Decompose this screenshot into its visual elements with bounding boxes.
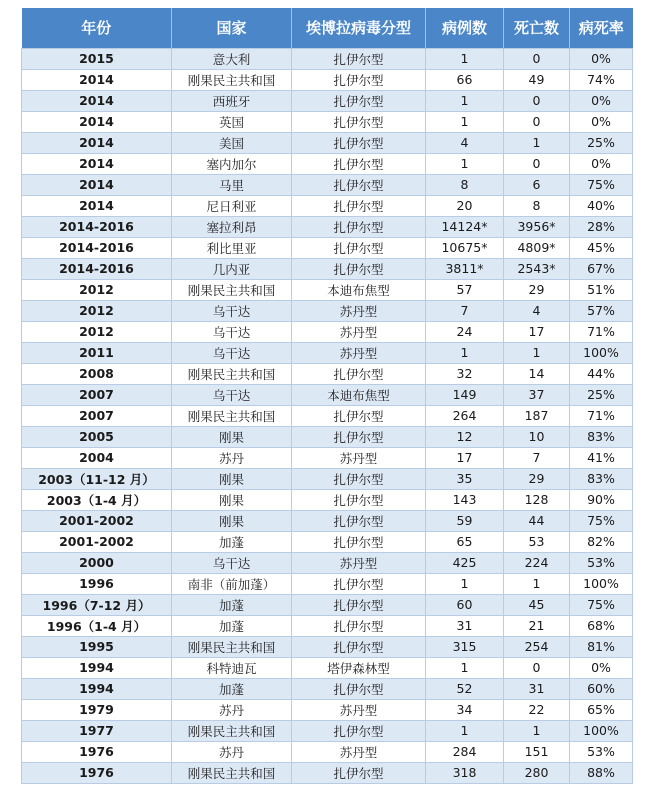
table-body (22, 48, 633, 783)
year-cell: 1996 (22, 573, 172, 594)
virus-type-cell: 扎伊尔型 (292, 153, 426, 174)
year-cell: 2014 (22, 69, 172, 90)
fatality-rate-cell: 41% (570, 447, 633, 468)
virus-type-cell: 扎伊尔型 (292, 510, 426, 531)
country-cell: 塞内加尔 (172, 153, 292, 174)
table-row (22, 258, 633, 279)
fatality-rate-cell: 75% (570, 510, 633, 531)
table-row (22, 657, 633, 678)
deaths-cell: 224 (504, 552, 570, 573)
deaths-cell: 10 (504, 426, 570, 447)
cases-cell: 17 (426, 447, 504, 468)
cases-cell: 1 (426, 657, 504, 678)
fatality-rate-cell: 28% (570, 216, 633, 237)
year-cell: 2007 (22, 384, 172, 405)
virus-type-cell: 扎伊尔型 (292, 48, 426, 69)
table-row (22, 237, 633, 258)
year-cell: 1976 (22, 741, 172, 762)
year-cell: 1995 (22, 636, 172, 657)
year-cell: 1996（1-4 月） (22, 615, 172, 636)
virus-type-cell: 扎伊尔型 (292, 636, 426, 657)
fatality-rate-cell: 44% (570, 363, 633, 384)
virus-type-cell: 苏丹型 (292, 321, 426, 342)
virus-type-cell: 塔伊森林型 (292, 657, 426, 678)
fatality-rate-cell: 0% (570, 48, 633, 69)
cases-cell: 425 (426, 552, 504, 573)
header-row (22, 8, 633, 48)
country-cell: 美国 (172, 132, 292, 153)
cases-cell: 12 (426, 426, 504, 447)
cases-cell: 3811* (426, 258, 504, 279)
table-row (22, 174, 633, 195)
year-cell: 2008 (22, 363, 172, 384)
table-row (22, 195, 633, 216)
cases-cell: 1 (426, 720, 504, 741)
country-cell: 南非（前加蓬） (172, 573, 292, 594)
deaths-cell: 29 (504, 279, 570, 300)
fatality-rate-cell: 75% (570, 594, 633, 615)
virus-type-cell: 扎伊尔型 (292, 174, 426, 195)
deaths-cell: 1 (504, 132, 570, 153)
virus-type-cell: 扎伊尔型 (292, 216, 426, 237)
deaths-cell: 0 (504, 48, 570, 69)
country-cell: 加蓬 (172, 531, 292, 552)
header-year: 年份 (22, 8, 172, 48)
deaths-cell: 151 (504, 741, 570, 762)
year-cell: 2015 (22, 48, 172, 69)
cases-cell: 10675* (426, 237, 504, 258)
virus-type-cell: 扎伊尔型 (292, 468, 426, 489)
deaths-cell: 17 (504, 321, 570, 342)
virus-type-cell: 扎伊尔型 (292, 489, 426, 510)
virus-type-cell: 苏丹型 (292, 300, 426, 321)
deaths-cell: 0 (504, 657, 570, 678)
deaths-cell: 21 (504, 615, 570, 636)
virus-type-cell: 扎伊尔型 (292, 405, 426, 426)
table-row (22, 489, 633, 510)
deaths-cell: 0 (504, 90, 570, 111)
virus-type-cell: 扎伊尔型 (292, 762, 426, 783)
cases-cell: 31 (426, 615, 504, 636)
country-cell: 西班牙 (172, 90, 292, 111)
fatality-rate-cell: 25% (570, 132, 633, 153)
country-cell: 苏丹 (172, 447, 292, 468)
table-row (22, 510, 633, 531)
fatality-rate-cell: 75% (570, 174, 633, 195)
fatality-rate-cell: 40% (570, 195, 633, 216)
country-cell: 乌干达 (172, 321, 292, 342)
fatality-rate-cell: 81% (570, 636, 633, 657)
cases-cell: 14124* (426, 216, 504, 237)
year-cell: 1994 (22, 678, 172, 699)
fatality-rate-cell: 60% (570, 678, 633, 699)
fatality-rate-cell: 0% (570, 90, 633, 111)
table-row (22, 636, 633, 657)
table-row (22, 384, 633, 405)
fatality-rate-cell: 68% (570, 615, 633, 636)
header-deaths: 死亡数 (504, 8, 570, 48)
cases-cell: 1 (426, 153, 504, 174)
ebola-outbreak-table (21, 8, 633, 784)
table-row (22, 216, 633, 237)
year-cell: 2014-2016 (22, 237, 172, 258)
virus-type-cell: 本迪布焦型 (292, 279, 426, 300)
year-cell: 2014-2016 (22, 216, 172, 237)
cases-cell: 59 (426, 510, 504, 531)
fatality-rate-cell: 71% (570, 405, 633, 426)
header-virus-type: 埃博拉病毒分型 (292, 8, 426, 48)
fatality-rate-cell: 53% (570, 741, 633, 762)
year-cell: 1976 (22, 762, 172, 783)
table-row (22, 594, 633, 615)
deaths-cell: 31 (504, 678, 570, 699)
table-row (22, 741, 633, 762)
table-row (22, 615, 633, 636)
country-cell: 刚果 (172, 489, 292, 510)
year-cell: 2012 (22, 300, 172, 321)
table-row (22, 48, 633, 69)
deaths-cell: 44 (504, 510, 570, 531)
virus-type-cell: 扎伊尔型 (292, 258, 426, 279)
deaths-cell: 49 (504, 69, 570, 90)
year-cell: 1996（7-12 月） (22, 594, 172, 615)
year-cell: 2007 (22, 405, 172, 426)
deaths-cell: 1 (504, 720, 570, 741)
virus-type-cell: 扎伊尔型 (292, 111, 426, 132)
deaths-cell: 4 (504, 300, 570, 321)
deaths-cell: 29 (504, 468, 570, 489)
year-cell: 2000 (22, 552, 172, 573)
virus-type-cell: 扎伊尔型 (292, 531, 426, 552)
cases-cell: 264 (426, 405, 504, 426)
cases-cell: 143 (426, 489, 504, 510)
deaths-cell: 37 (504, 384, 570, 405)
deaths-cell: 0 (504, 153, 570, 174)
fatality-rate-cell: 100% (570, 342, 633, 363)
cases-cell: 284 (426, 741, 504, 762)
virus-type-cell: 扎伊尔型 (292, 720, 426, 741)
table-row (22, 699, 633, 720)
fatality-rate-cell: 0% (570, 153, 633, 174)
country-cell: 加蓬 (172, 594, 292, 615)
country-cell: 刚果 (172, 426, 292, 447)
country-cell: 乌干达 (172, 552, 292, 573)
fatality-rate-cell: 0% (570, 657, 633, 678)
table-row (22, 762, 633, 783)
table-row (22, 720, 633, 741)
year-cell: 2014 (22, 132, 172, 153)
country-cell: 刚果民主共和国 (172, 69, 292, 90)
virus-type-cell: 本迪布焦型 (292, 384, 426, 405)
virus-type-cell: 扎伊尔型 (292, 426, 426, 447)
virus-type-cell: 扎伊尔型 (292, 132, 426, 153)
virus-type-cell: 苏丹型 (292, 699, 426, 720)
deaths-cell: 280 (504, 762, 570, 783)
cases-cell: 315 (426, 636, 504, 657)
table-row (22, 279, 633, 300)
country-cell: 塞拉利昂 (172, 216, 292, 237)
cases-cell: 1 (426, 90, 504, 111)
country-cell: 几内亚 (172, 258, 292, 279)
virus-type-cell: 扎伊尔型 (292, 573, 426, 594)
table-row (22, 531, 633, 552)
deaths-cell: 3956* (504, 216, 570, 237)
cases-cell: 32 (426, 363, 504, 384)
year-cell: 2012 (22, 279, 172, 300)
fatality-rate-cell: 25% (570, 384, 633, 405)
table-row (22, 573, 633, 594)
cases-cell: 4 (426, 132, 504, 153)
header-cases: 病例数 (426, 8, 504, 48)
virus-type-cell: 扎伊尔型 (292, 237, 426, 258)
virus-type-cell: 扎伊尔型 (292, 69, 426, 90)
virus-type-cell: 苏丹型 (292, 741, 426, 762)
cases-cell: 57 (426, 279, 504, 300)
deaths-cell: 254 (504, 636, 570, 657)
table-row (22, 342, 633, 363)
fatality-rate-cell: 71% (570, 321, 633, 342)
country-cell: 刚果 (172, 468, 292, 489)
year-cell: 2012 (22, 321, 172, 342)
year-cell: 2014 (22, 153, 172, 174)
cases-cell: 34 (426, 699, 504, 720)
table-row (22, 405, 633, 426)
table-row (22, 468, 633, 489)
deaths-cell: 187 (504, 405, 570, 426)
year-cell: 2001-2002 (22, 531, 172, 552)
table-row (22, 90, 633, 111)
virus-type-cell: 扎伊尔型 (292, 678, 426, 699)
fatality-rate-cell: 57% (570, 300, 633, 321)
virus-type-cell: 扎伊尔型 (292, 363, 426, 384)
cases-cell: 35 (426, 468, 504, 489)
year-cell: 1994 (22, 657, 172, 678)
virus-type-cell: 扎伊尔型 (292, 90, 426, 111)
fatality-rate-cell: 67% (570, 258, 633, 279)
fatality-rate-cell: 45% (570, 237, 633, 258)
table-row (22, 321, 633, 342)
cases-cell: 65 (426, 531, 504, 552)
country-cell: 刚果民主共和国 (172, 405, 292, 426)
country-cell: 尼日利亚 (172, 195, 292, 216)
fatality-rate-cell: 51% (570, 279, 633, 300)
virus-type-cell: 苏丹型 (292, 447, 426, 468)
table-row (22, 678, 633, 699)
country-cell: 意大利 (172, 48, 292, 69)
deaths-cell: 53 (504, 531, 570, 552)
fatality-rate-cell: 90% (570, 489, 633, 510)
deaths-cell: 1 (504, 573, 570, 594)
country-cell: 苏丹 (172, 741, 292, 762)
year-cell: 2014 (22, 174, 172, 195)
year-cell: 2003（11-12 月） (22, 468, 172, 489)
cases-cell: 24 (426, 321, 504, 342)
table-row (22, 447, 633, 468)
table-row (22, 300, 633, 321)
year-cell: 2014 (22, 90, 172, 111)
year-cell: 2014 (22, 111, 172, 132)
year-cell: 2001-2002 (22, 510, 172, 531)
fatality-rate-cell: 82% (570, 531, 633, 552)
cases-cell: 1 (426, 48, 504, 69)
year-cell: 2004 (22, 447, 172, 468)
deaths-cell: 2543* (504, 258, 570, 279)
fatality-rate-cell: 83% (570, 468, 633, 489)
cases-cell: 149 (426, 384, 504, 405)
deaths-cell: 8 (504, 195, 570, 216)
fatality-rate-cell: 88% (570, 762, 633, 783)
table-row (22, 69, 633, 90)
fatality-rate-cell: 83% (570, 426, 633, 447)
country-cell: 乌干达 (172, 384, 292, 405)
country-cell: 加蓬 (172, 615, 292, 636)
year-cell: 1979 (22, 699, 172, 720)
cases-cell: 52 (426, 678, 504, 699)
country-cell: 加蓬 (172, 678, 292, 699)
deaths-cell: 4809* (504, 237, 570, 258)
country-cell: 乌干达 (172, 300, 292, 321)
deaths-cell: 45 (504, 594, 570, 615)
table-row (22, 552, 633, 573)
deaths-cell: 22 (504, 699, 570, 720)
deaths-cell: 0 (504, 111, 570, 132)
virus-type-cell: 苏丹型 (292, 342, 426, 363)
virus-type-cell: 扎伊尔型 (292, 594, 426, 615)
fatality-rate-cell: 53% (570, 552, 633, 573)
virus-type-cell: 苏丹型 (292, 552, 426, 573)
table-row (22, 426, 633, 447)
table-row (22, 363, 633, 384)
country-cell: 刚果 (172, 510, 292, 531)
deaths-cell: 128 (504, 489, 570, 510)
cases-cell: 318 (426, 762, 504, 783)
cases-cell: 1 (426, 573, 504, 594)
year-cell: 2005 (22, 426, 172, 447)
country-cell: 刚果民主共和国 (172, 636, 292, 657)
table-row (22, 132, 633, 153)
virus-type-cell: 扎伊尔型 (292, 615, 426, 636)
header-country: 国家 (172, 8, 292, 48)
country-cell: 马里 (172, 174, 292, 195)
year-cell: 2011 (22, 342, 172, 363)
fatality-rate-cell: 0% (570, 111, 633, 132)
cases-cell: 20 (426, 195, 504, 216)
fatality-rate-cell: 100% (570, 720, 633, 741)
table-row (22, 111, 633, 132)
country-cell: 英国 (172, 111, 292, 132)
year-cell: 2014 (22, 195, 172, 216)
cases-cell: 1 (426, 111, 504, 132)
deaths-cell: 14 (504, 363, 570, 384)
year-cell: 2003（1-4 月） (22, 489, 172, 510)
year-cell: 2014-2016 (22, 258, 172, 279)
fatality-rate-cell: 74% (570, 69, 633, 90)
country-cell: 利比里亚 (172, 237, 292, 258)
cases-cell: 8 (426, 174, 504, 195)
deaths-cell: 7 (504, 447, 570, 468)
virus-type-cell: 扎伊尔型 (292, 195, 426, 216)
fatality-rate-cell: 100% (570, 573, 633, 594)
cases-cell: 1 (426, 342, 504, 363)
country-cell: 苏丹 (172, 699, 292, 720)
table-header (22, 8, 633, 48)
ebola-outbreak-table-container (21, 8, 632, 784)
cases-cell: 66 (426, 69, 504, 90)
country-cell: 刚果民主共和国 (172, 720, 292, 741)
fatality-rate-cell: 65% (570, 699, 633, 720)
country-cell: 乌干达 (172, 342, 292, 363)
country-cell: 刚果民主共和国 (172, 363, 292, 384)
cases-cell: 60 (426, 594, 504, 615)
country-cell: 科特迪瓦 (172, 657, 292, 678)
deaths-cell: 1 (504, 342, 570, 363)
table-row (22, 153, 633, 174)
country-cell: 刚果民主共和国 (172, 279, 292, 300)
year-cell: 1977 (22, 720, 172, 741)
deaths-cell: 6 (504, 174, 570, 195)
header-fatality-rate: 病死率 (570, 8, 633, 48)
country-cell: 刚果民主共和国 (172, 762, 292, 783)
cases-cell: 7 (426, 300, 504, 321)
